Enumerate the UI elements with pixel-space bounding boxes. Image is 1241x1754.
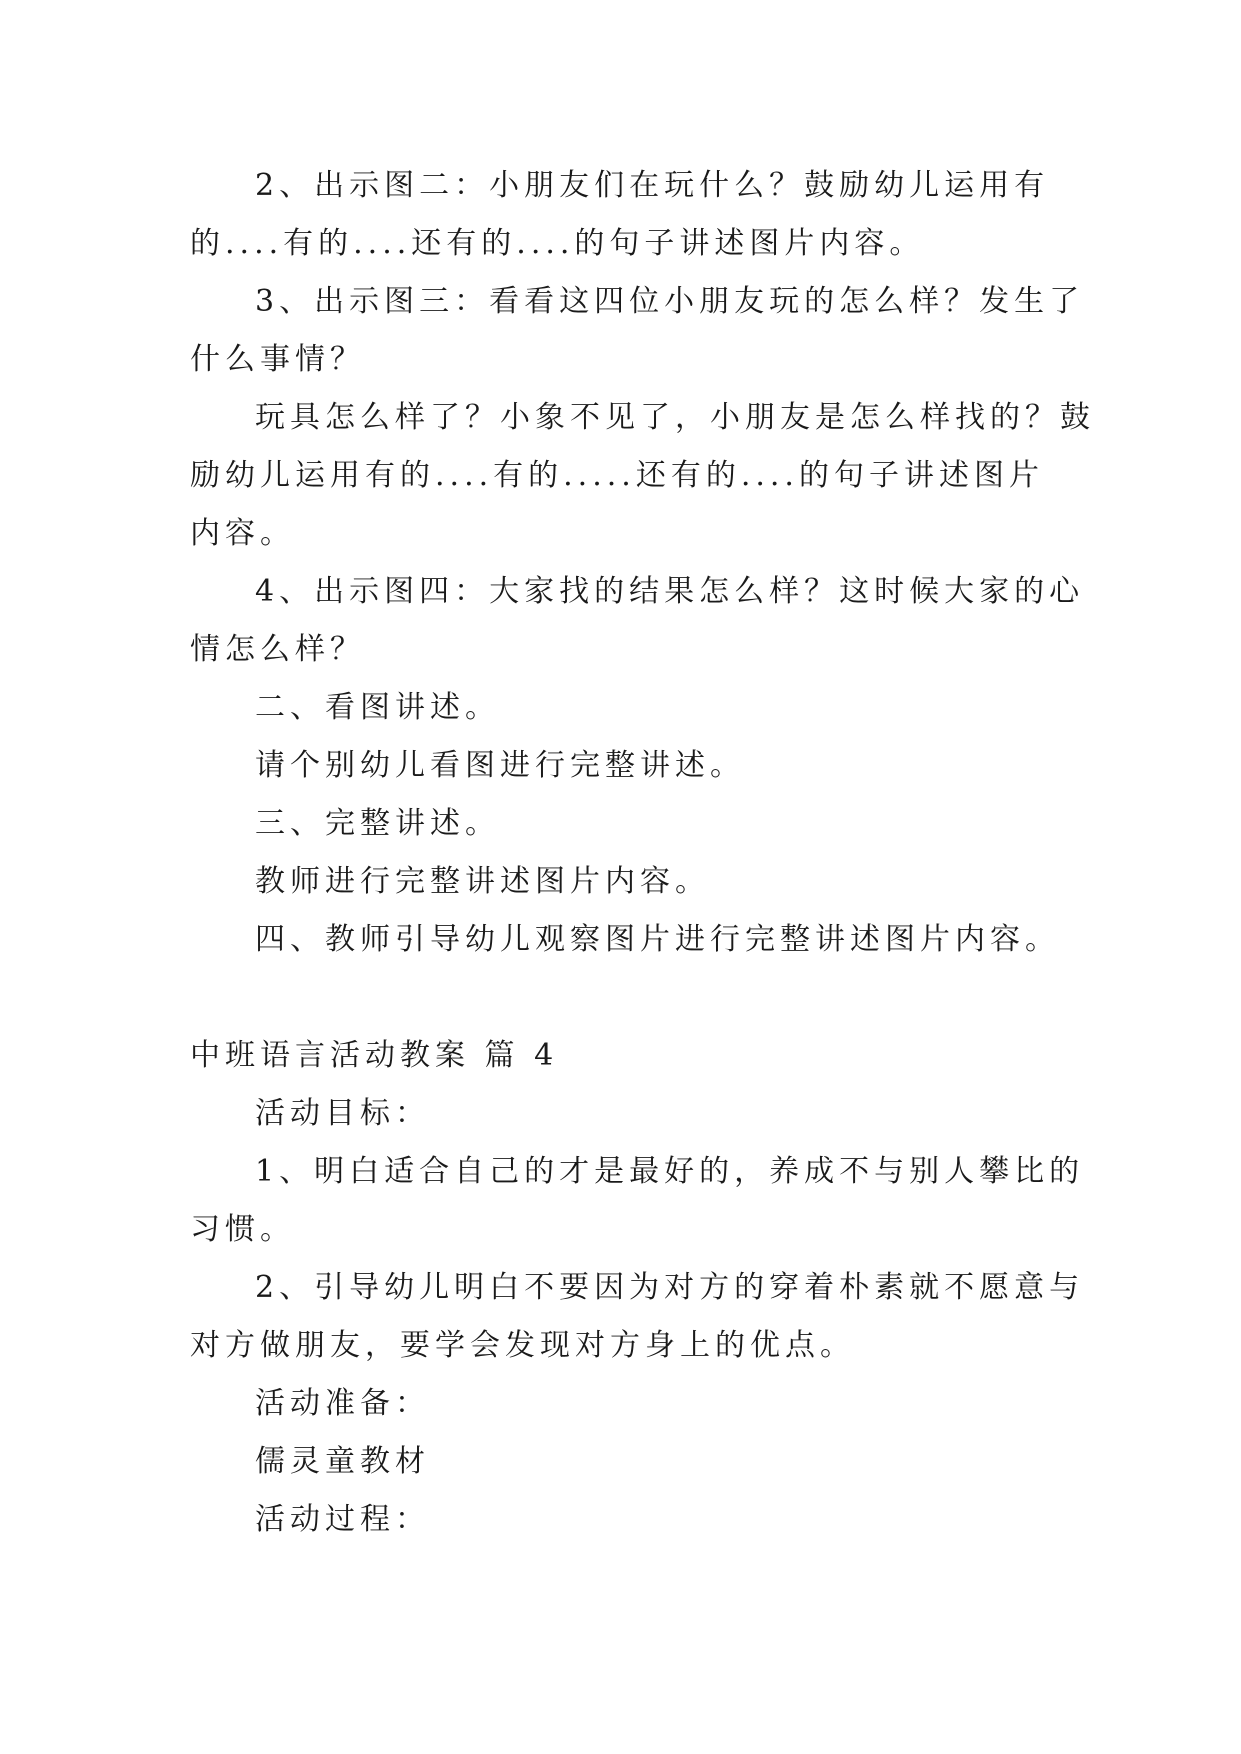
- paragraph-line: 什么事情？: [190, 342, 365, 377]
- document-title: 中班语言活动教案 篇 4: [190, 1038, 559, 1073]
- paragraph-line: 的....有的....还有的....的句子讲述图片内容。: [190, 226, 925, 261]
- paragraph-line: 励幼儿运用有的....有的.....还有的....的句子讲述图片: [190, 458, 1044, 493]
- paragraph-line: 4、出示图四：大家找的结果怎么样？这时候大家的心: [255, 574, 1085, 609]
- paragraph-line: 内容。: [190, 516, 295, 551]
- paragraph-line: 玩具怎么样了？小象不见了，小朋友是怎么样找的？鼓: [255, 400, 1095, 435]
- paragraph-line: 2、引导幼儿明白不要因为对方的穿着朴素就不愿意与: [255, 1270, 1085, 1305]
- paragraph-line: 2、出示图二：小朋友们在玩什么？鼓励幼儿运用有: [255, 168, 1050, 203]
- paragraph-line: 儒灵童教材: [255, 1444, 430, 1479]
- section-heading: 二、看图讲述。: [255, 690, 500, 725]
- paragraph-line: 请个别幼儿看图进行完整讲述。: [255, 748, 745, 783]
- paragraph-line: 情怎么样？: [190, 632, 365, 667]
- paragraph-line: 1、明白适合自己的才是最好的，养成不与别人攀比的: [255, 1154, 1085, 1189]
- section-heading: 活动准备：: [255, 1386, 430, 1421]
- section-heading: 三、完整讲述。: [255, 806, 500, 841]
- section-heading: 活动目标：: [255, 1096, 430, 1131]
- section-heading: 活动过程：: [255, 1502, 430, 1537]
- section-heading: 四、教师引导幼儿观察图片进行完整讲述图片内容。: [255, 922, 1060, 957]
- paragraph-line: 教师进行完整讲述图片内容。: [255, 864, 710, 899]
- paragraph-line: 习惯。: [190, 1212, 295, 1247]
- paragraph-line: 对方做朋友，要学会发现对方身上的优点。: [190, 1328, 855, 1363]
- paragraph-line: 3、出示图三：看看这四位小朋友玩的怎么样？发生了: [255, 284, 1085, 319]
